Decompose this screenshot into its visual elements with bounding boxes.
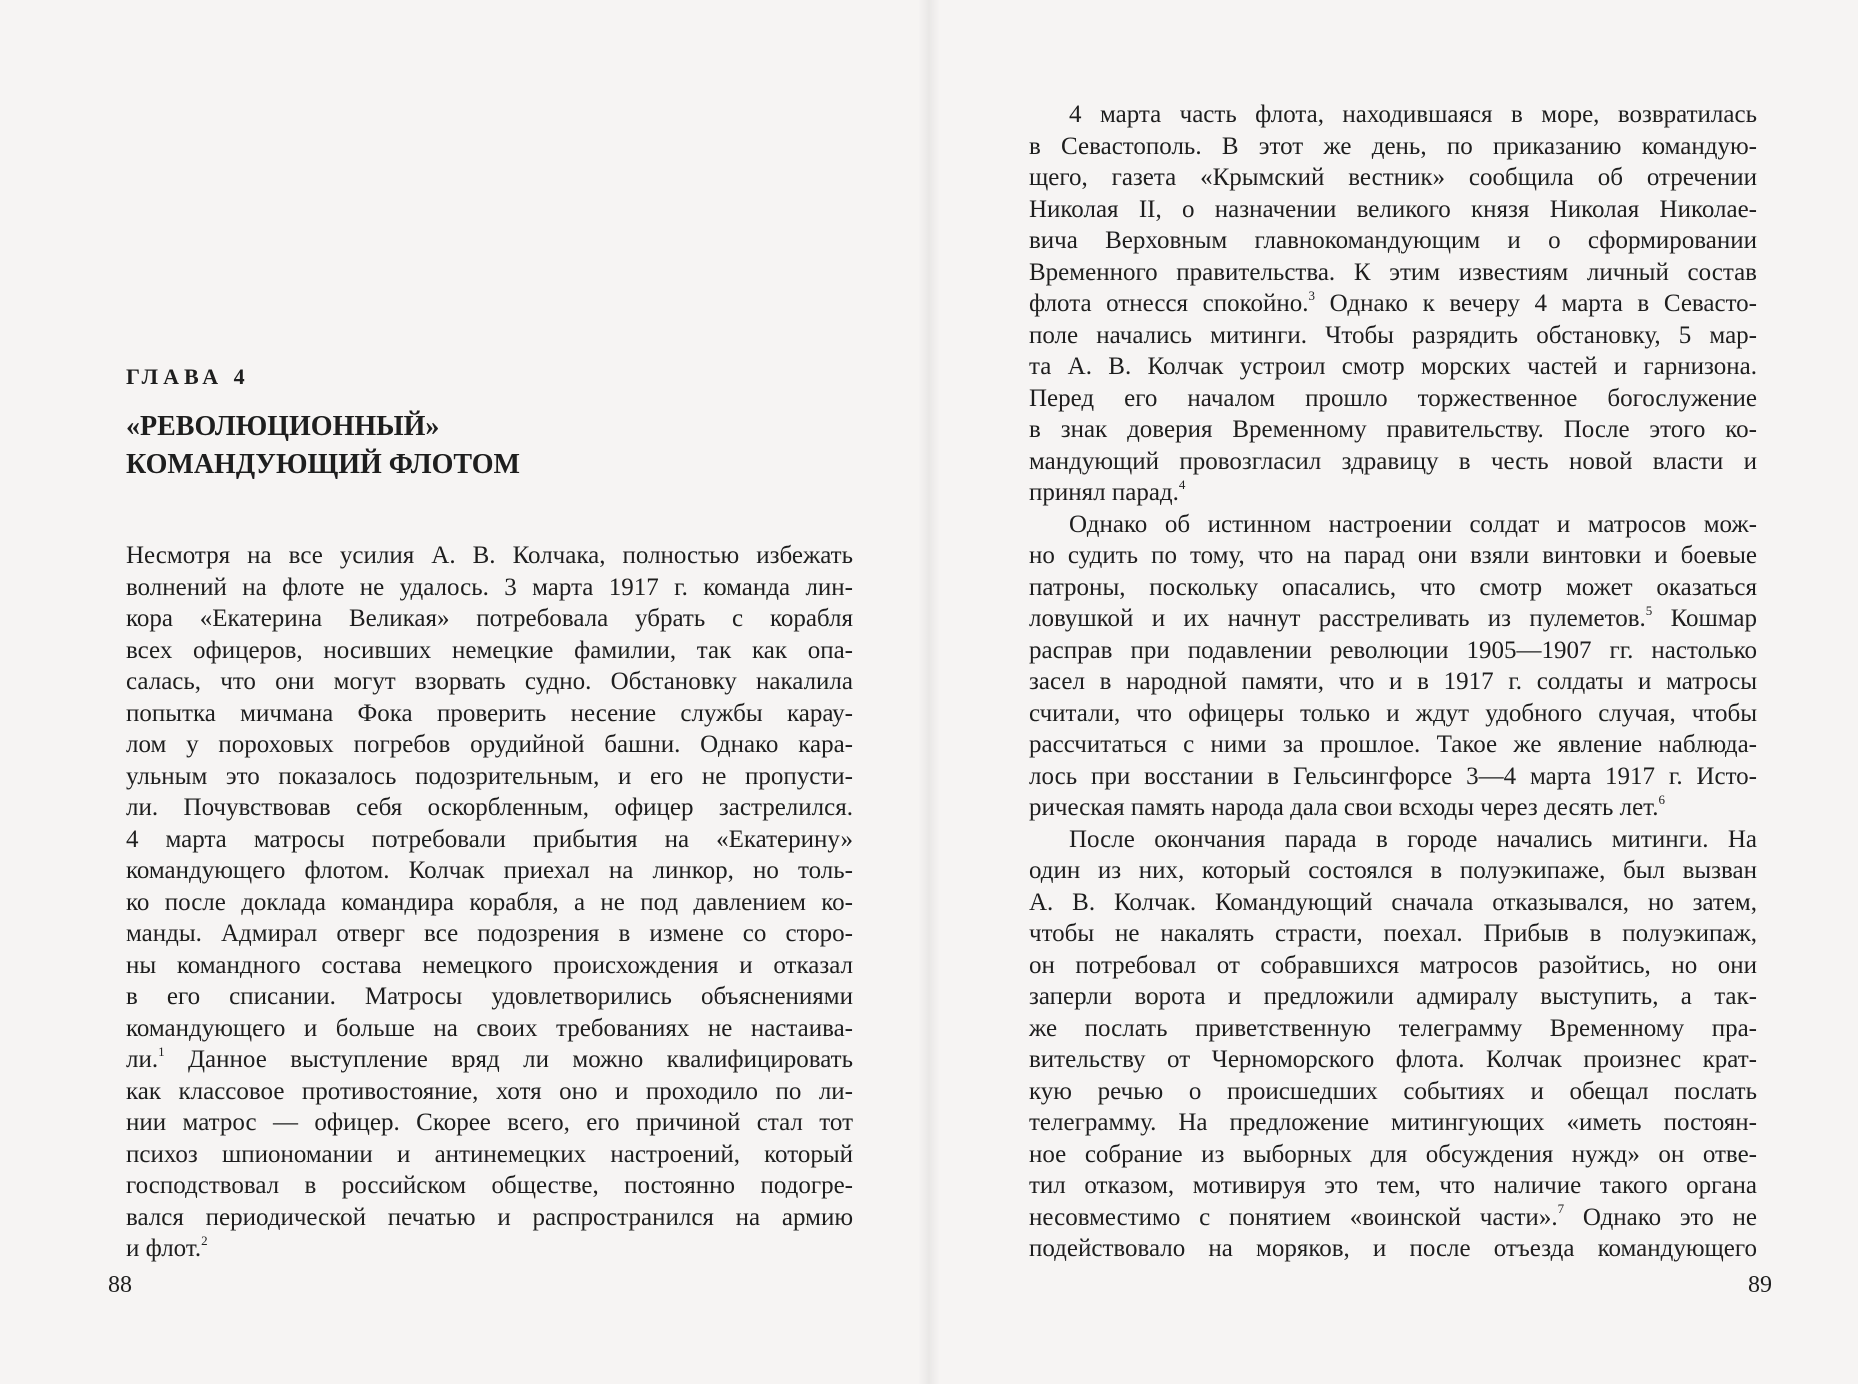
right-body-text bbox=[1029, 99, 1757, 1265]
text-line: принял парад.$^4$ bbox=[1029, 476, 1186, 506]
text-line: щего, газета «Крымский вестник» сообщила об отречении bbox=[1029, 164, 1757, 191]
text-line: подействовало на моряков, и после отъезда командующего bbox=[1029, 1235, 1757, 1262]
text-line: и флот.$^2$ bbox=[126, 1232, 208, 1262]
text-line: ловушкой и их начнут расстреливать из пулеметов.$^5$ Кошмар bbox=[1029, 602, 1757, 632]
text-line: телеграмму. На предложение митингующих «иметь постоян- bbox=[1029, 1109, 1757, 1136]
text-line: как классовое противостояние, хотя оно и проходило по ли- bbox=[126, 1077, 853, 1105]
text-line: ли.$^1$ Данное выступление вряд ли можно квалифицировать bbox=[126, 1043, 853, 1073]
text-line: всех офицеров, носивших немецкие фамилии, так как опа- bbox=[126, 636, 853, 664]
footnote-ref: 7 bbox=[1557, 1201, 1565, 1217]
chapter-title-line: «РЕВОЛЮЦИОННЫЙ» bbox=[126, 411, 440, 442]
text-line: Николая II, о назначении великого князя Николая Николае- bbox=[1029, 195, 1757, 223]
text-line: ны командного состава немецкого происхождения и отказал bbox=[126, 951, 853, 979]
text-line: флота отнесся спокойно.$^3$ Однако к вечеру 4 марта в Севасто- bbox=[1029, 287, 1758, 317]
footnote-ref: 3 bbox=[1308, 287, 1316, 303]
text-line: Однако об истинном настроении солдат и матросов мож- bbox=[1069, 510, 1757, 538]
footnote-ref: 2 bbox=[201, 1232, 208, 1248]
text-line: считали, что офицеры только и ждут удобного случая, чтобы bbox=[1029, 699, 1757, 727]
text-line: лом у пороховых погребов орудийной башни. Однако кара- bbox=[126, 731, 853, 758]
text-line: в знак доверия Временному правительству. После этого ко- bbox=[1029, 416, 1757, 443]
text-line: ное собрание из выборных для обсуждения нужд» он отве- bbox=[1029, 1140, 1757, 1168]
footnote-ref: 4 bbox=[1178, 476, 1186, 492]
text-line: 4 марта часть флота, находившаяся в море, возвратилась bbox=[1069, 101, 1757, 128]
text-line: расправ при подавлении революции 1905—1907 гг. настолько bbox=[1029, 636, 1757, 664]
text-line: тил отказом, мотивируя это тем, что наличие такого органа bbox=[1029, 1172, 1757, 1199]
text-line: вительству от Черноморского флота. Колчак произнес крат- bbox=[1029, 1046, 1757, 1073]
text-line: После окончания парада в городе начались митинги. На bbox=[1069, 825, 1757, 853]
text-line: же послать приветственную телеграмму Временному пра- bbox=[1029, 1014, 1757, 1042]
text-line: чтобы не накалять страсти, поехал. Прибыв в полуэкипаж, bbox=[1029, 920, 1757, 947]
chapter-title-line: КОМАНДУЮЩИЙ ФЛОТОМ bbox=[126, 449, 520, 480]
text-line: он потребовал от собравшихся матросов разойтись, но они bbox=[1029, 951, 1757, 979]
text-line: кора «Екатерина Великая» потребовала убрать с корабля bbox=[126, 605, 853, 632]
text-line: поле начались митинги. Чтобы разрядить обстановку, 5 мар- bbox=[1029, 321, 1757, 349]
text-line: мандующий провозгласил здравицу в честь новой власти и bbox=[1029, 447, 1757, 475]
text-line: в его списании. Матросы удовлетворились объяснениями bbox=[126, 983, 853, 1010]
text-line: Временного правительства. К этим известиям личный состав bbox=[1029, 258, 1757, 286]
text-line: рическая память народа дала свои всходы через десять лет.$^6$ bbox=[1029, 791, 1665, 821]
text-line: салась, что они могут взорвать судно. Обстановку накалила bbox=[126, 668, 853, 695]
footnote-ref: 6 bbox=[1658, 791, 1665, 807]
text-line: засел в народной памяти, что и в 1917 г. солдаты и матросы bbox=[1029, 668, 1757, 695]
text-line: манды. Адмирал отверг все подозрения в измене со сторо- bbox=[126, 920, 853, 947]
text-line: Перед его началом прошло торжественное богослужение bbox=[1029, 384, 1757, 412]
text-line: патроны, поскольку опасались, что смотр может оказаться bbox=[1029, 573, 1757, 601]
text-line: вался периодической печатью и распространился на армию bbox=[126, 1203, 853, 1231]
text-line: лось при восстании в Гельсингфорсе 3—4 марта 1917 г. Исто- bbox=[1029, 762, 1757, 790]
text-line: но судить по тому, что на парад они взяли винтовки и боевые bbox=[1029, 542, 1757, 569]
text-line: попытка мичмана Фока проверить несение службы карау- bbox=[126, 699, 853, 727]
text-line: ли. Почувствовав себя оскорбленным, офицер застрелился. bbox=[126, 794, 853, 821]
text-line: Несмотря на все усилия А. В. Колчака, полностью избежать bbox=[126, 542, 853, 569]
text-line: вича Верховным главнокомандующим и о сформировании bbox=[1029, 227, 1757, 254]
text-line: 4 марта матросы потребовали прибытия на «Екатерину» bbox=[126, 825, 853, 853]
left-body-text bbox=[126, 540, 853, 1265]
text-line: заперли ворота и предложили адмиралу выступить, а так- bbox=[1029, 983, 1757, 1010]
text-line: в Севастополь. В этот же день, по приказанию командую- bbox=[1029, 132, 1757, 160]
footnote-ref: 1 bbox=[158, 1043, 165, 1059]
chapter-title bbox=[126, 408, 520, 484]
page-number-right: 89 bbox=[1748, 1272, 1772, 1298]
text-line: волнений на флоте не удалось. 3 марта 1917 г. команда лин- bbox=[126, 573, 853, 601]
text-line: командующего флотом. Колчак приехал на линкор, но толь- bbox=[126, 857, 853, 884]
text-line: психоз шпиономании и антинемецких настроений, который bbox=[126, 1140, 853, 1168]
text-line: господствовал в российском обществе, постоянно подогре- bbox=[126, 1172, 853, 1199]
text-line: А. В. Колчак. Командующий сначала отказывался, но затем, bbox=[1029, 888, 1757, 916]
text-line: один из них, который состоялся в полуэкипаже, был вызван bbox=[1029, 857, 1757, 884]
text-line: командующего и больше на своих требованиях не настаива- bbox=[126, 1014, 853, 1042]
text-line: нии матрос — офицер. Скорее всего, его причиной стал тот bbox=[126, 1109, 853, 1136]
text-line: кую речью о происшедших событиях и обещал послать bbox=[1029, 1077, 1757, 1105]
text-line: рассчитаться с ними за прошлое. Такое же явление наблюда- bbox=[1029, 731, 1757, 758]
text-line: несовместимо с понятием «воинской части».$^7$ Однако это не bbox=[1029, 1201, 1757, 1231]
footnote-ref: 5 bbox=[1645, 602, 1653, 618]
text-line: ульным это показалось подозрительным, и его не пропусти- bbox=[126, 762, 853, 790]
page-number-left: 88 bbox=[108, 1272, 132, 1298]
text-line: та А. В. Колчак устроил смотр морских частей и гарнизона. bbox=[1029, 353, 1757, 380]
chapter-label: ГЛАВА 4 bbox=[126, 364, 250, 389]
text-line: ко после доклада командира корабля, а не под давлением ко- bbox=[126, 888, 853, 916]
right-page bbox=[929, 0, 1858, 1384]
